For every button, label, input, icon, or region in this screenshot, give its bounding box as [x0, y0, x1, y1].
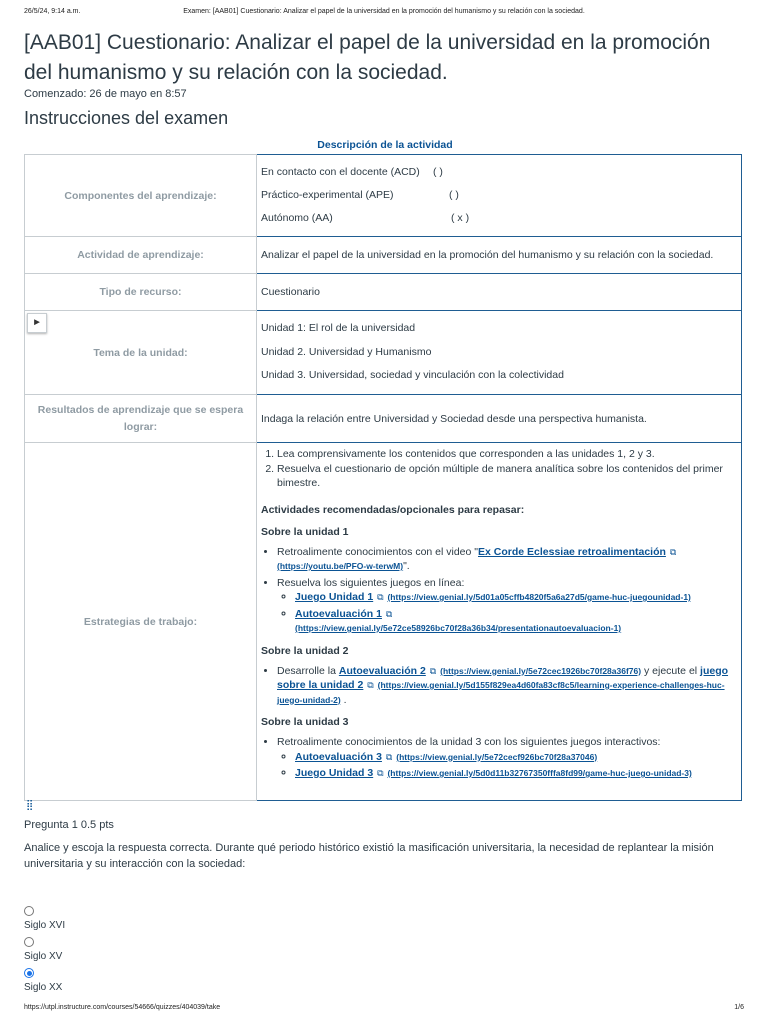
game-unit1-link[interactable]: Juego Unidad 1	[295, 591, 374, 603]
radio-button[interactable]	[24, 937, 34, 947]
unit-item: Unidad 1: El rol de la universidad	[261, 322, 416, 335]
unit3-heading: Sobre la unidad 3	[261, 716, 349, 728]
answer-option[interactable]	[24, 968, 62, 993]
external-link-icon: ⧉	[385, 608, 393, 619]
external-link-icon: ⧉	[377, 592, 384, 602]
drag-handle-icon[interactable]: ⣿	[26, 800, 33, 811]
activity-table	[24, 154, 742, 801]
unit1-list	[261, 545, 735, 636]
resource-value: Cuestionario	[257, 274, 742, 311]
results-row	[25, 395, 742, 443]
resource-row	[25, 274, 742, 311]
game-unit2-url-link[interactable]: (https://view.genial.ly/5d155f829ea4d60fa83cf8c5/learning-experience-challenges-huc-juego-unidad-2)	[277, 680, 725, 705]
unit2-heading: Sobre la unidad 2	[261, 644, 349, 657]
strategies-value	[257, 443, 742, 801]
option-label: Siglo XVI	[24, 920, 66, 931]
unit-value	[257, 311, 742, 395]
selfeval2-url-link[interactable]: (https://view.genial.ly/5e72cec1926bc70f28a36f76)	[440, 665, 642, 676]
print-header-datetime: 26/5/24, 9:14 a.m.	[24, 8, 81, 15]
list-item	[295, 750, 735, 765]
external-link-icon: ⧉	[367, 680, 374, 690]
game-unit3-url-link[interactable]: (https://view.genial.ly/5d0d11b32767350fffa8fd99/game-huc-juego-unidad-3)	[387, 768, 692, 778]
activity-row	[25, 237, 742, 274]
expand-toggle-button[interactable]: ▶	[27, 313, 47, 333]
option-label: Siglo XX	[24, 982, 63, 993]
list-item: 2. Resuelva el cuestionario de opción múltiple de manera analítica sobre los contenidos del primer bimestre.	[277, 462, 735, 491]
selfeval3-link[interactable]: Autoevaluación 3	[295, 750, 382, 763]
answer-option[interactable]	[24, 906, 65, 931]
unit-row	[25, 311, 742, 395]
instructions-heading: Instrucciones del examen	[24, 108, 229, 128]
started-timestamp: Comenzado: 26 de mayo en 8:57	[24, 88, 187, 100]
list-item: • Resuelva los siguientes juegos en línea: ◦ Juego Unidad 1 ⧉ (https://view.genial.ly/5d01a05cffb4820f5a6a27d5/game-huc-juegounidad-1) ◦ Autoevaluación 1 ⧉ (https://view.genial.ly/5e72ce58926bc70f28a36b34/presentationautoevaluacion-1)	[277, 576, 735, 636]
resource-label: Tipo de recurso:	[25, 274, 257, 311]
list-item: 1. Lea comprensivamente los contenidos que corresponden a las unidades 1, 2 y 3.	[277, 447, 735, 462]
list-item	[295, 590, 735, 605]
radio-button[interactable]	[24, 906, 34, 916]
components-value	[257, 155, 742, 237]
games-sublist	[277, 590, 735, 636]
steps-list	[261, 447, 735, 491]
unit-item: Unidad 3. Universidad, sociedad y vinculación con la colectividad	[261, 369, 564, 382]
unit2-list	[261, 664, 735, 708]
game-unit2-link[interactable]: juego sobre la unidad 2	[277, 664, 729, 691]
selfeval3-url-link[interactable]: (https://view.genial.ly/5e72cecf926bc70f28a37046)	[396, 751, 598, 762]
strategies-row	[25, 443, 742, 801]
list-item: • Desarrolle la Autoevaluación 2 ⧉ (https://view.genial.ly/5e72cec1926bc70f28a36f76) y ejecute el juego sobre la unidad 2 ⧉ (https://view.genial.ly/5d155f829ea4d60fa83cf8c5/learning-experience-challenges-huc-juego-unidad-2) .	[277, 664, 735, 708]
list-item	[295, 607, 735, 636]
components-label: Componentes del aprendizaje:	[25, 155, 257, 237]
radio-button-selected[interactable]	[24, 968, 34, 978]
option-label: Siglo XV	[24, 951, 63, 962]
answer-option[interactable]	[24, 937, 62, 962]
selfeval2-link[interactable]: Autoevaluación 2	[338, 664, 426, 677]
component-item: Práctico-experimental (APE) ( )	[261, 189, 459, 201]
activity-description-title: Descripción de la actividad	[317, 139, 453, 151]
activity-value: Analizar el papel de la universidad en la promoción del humanismo y su relación con la sociedad.	[257, 237, 742, 274]
print-footer-page: 1/6	[734, 1004, 744, 1011]
game-unit3-link[interactable]: Juego Unidad 3	[295, 767, 374, 779]
unit-item: Unidad 2. Universidad y Humanismo	[261, 345, 432, 358]
list-item	[295, 766, 735, 781]
video-link[interactable]: Ex Corde Eclessiae retroalimentación	[478, 545, 666, 558]
list-item: • Retroalimente conocimientos de la unidad 3 con los siguientes juegos interactivos: ◦ Autoevaluación 3 ⧉ (https://view.genial.ly/5e72cecf926bc70f28a37046) ◦ Juego Unidad 3 ⧉ (https://view.genial.ly/5d0d11b32767350fffa8fd99/game-huc-juego-unidad-3)	[277, 735, 735, 781]
external-link-icon: ⧉	[385, 751, 393, 762]
strategies-label: Estrategias de trabajo:	[25, 443, 257, 801]
unit3-list	[261, 735, 735, 781]
selfeval1-link[interactable]: Autoevaluación 1	[295, 607, 382, 620]
external-link-icon: ⧉	[429, 665, 437, 676]
component-item: Autónomo (AA) ( x )	[261, 212, 470, 224]
print-header-title: Examen: [AAB01] Cuestionario: Analizar el papel de la universidad en la promoción del humanismo y su relación con la sociedad.	[183, 8, 585, 15]
external-link-icon: ⧉	[669, 546, 677, 557]
question-header: Pregunta 1 0.5 pts	[24, 819, 114, 831]
results-value: Indaga la relación entre Universidad y Sociedad desde una perspectiva humanista.	[257, 395, 742, 443]
activity-label: Actividad de aprendizaje:	[25, 237, 257, 274]
unit-label-cell	[25, 311, 257, 395]
games-sublist	[277, 750, 735, 781]
unit1-heading: Sobre la unidad 1	[261, 525, 349, 538]
external-link-icon: ⧉	[377, 768, 384, 778]
selfeval1-url-link[interactable]: (https://view.genial.ly/5e72ce58926bc70f28a36b34/presentationautoevaluacion-1)	[295, 623, 622, 633]
components-row	[25, 155, 742, 237]
print-footer-url: https://utpl.instructure.com/courses/54666/quizzes/404039/take	[24, 1004, 221, 1011]
question-text: Analice y escoja la respuesta correcta. Durante qué periodo histórico existió la masificación universitaria, la necesidad de replantear la misión universitaria y su interacción con la sociedad:	[24, 842, 714, 870]
game-unit1-url-link[interactable]: (https://view.genial.ly/5d01a05cffb4820f5a6a27d5/game-huc-juegounidad-1)	[387, 592, 691, 602]
component-item: En contacto con el docente (ACD) ( )	[261, 166, 443, 178]
page-title: [AAB01] Cuestionario: Analizar el papel de la universidad en la promoción del humanismo y su relación con la sociedad.	[24, 31, 711, 84]
recommended-heading: Actividades recomendadas/opcionales para repasar:	[261, 503, 525, 516]
unit-label: Tema de la unidad:	[93, 346, 188, 359]
list-item: • Retroalimente conocimientos con el video "Ex Corde Eclessiae retroalimentación ⧉ (https://youtu.be/PFO-w-terwM)".	[277, 545, 735, 574]
results-label: Resultados de aprendizaje que se espera lograr:	[25, 395, 257, 443]
video-url-link[interactable]: (https://youtu.be/PFO-w-terwM)	[277, 561, 404, 571]
